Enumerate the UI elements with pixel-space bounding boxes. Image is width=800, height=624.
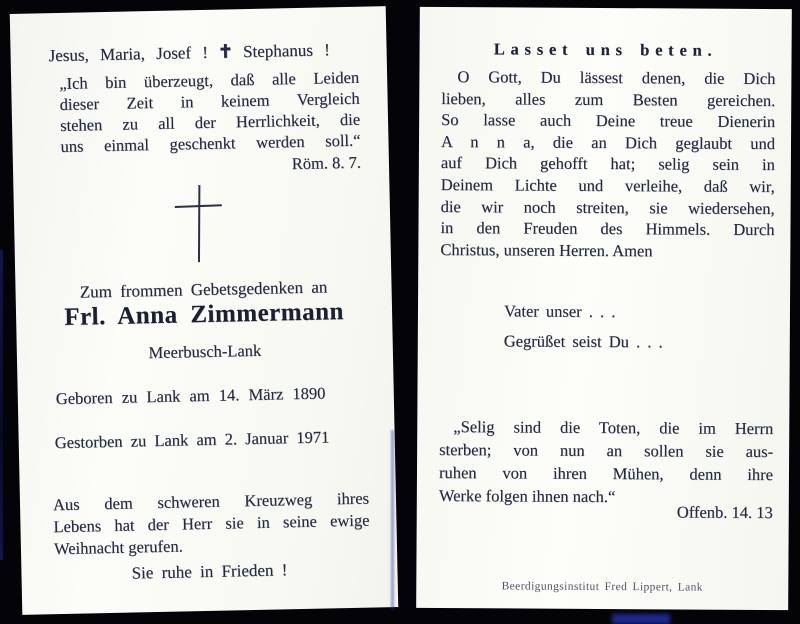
prayer-line: lieben, alles zum Besten gereichen.	[441, 88, 776, 110]
memorial-card-right-page	[416, 7, 792, 610]
scripture-line: Werke folgen ihnen nach.“	[438, 485, 616, 507]
prayer-line: auf Dich gehofft hat; selig sein in	[440, 153, 775, 175]
closing-paragraph	[53, 488, 370, 561]
closing-line: Aus dem schweren Kreuzweg ihres	[52, 488, 370, 515]
hail-mary-line: Gegrüßet seist Du . . .	[503, 331, 663, 352]
quote-line: dieser Zeit in keinem Vergleich	[59, 88, 360, 114]
prayer-line: O Gott, Du lässest denen, die Dich	[457, 67, 776, 89]
our-father-line: Vater unser . . .	[503, 301, 616, 322]
prayer-paragraph	[440, 66, 775, 262]
quote-line: stehen zu all der Herrlichkeit, die	[59, 109, 361, 135]
scripture-line: sterben; von nun an sollen sie aus-	[439, 439, 774, 462]
scripture-reference: Offenb. 14. 13	[676, 502, 773, 523]
prayer-line: Deinem Lichte und verleihe, daß wir,	[440, 174, 775, 197]
prayer-line: in den Freuden des Himmels. Durch	[440, 218, 775, 240]
death-line: Gestorben zu Lank am 2. Januar 1971	[54, 427, 330, 453]
small-cross-icon: ✝	[217, 41, 234, 62]
prayer-heading: Lasset uns beten.	[493, 39, 718, 60]
invocation-text-left: Jesus, Maria, Josef !	[48, 42, 209, 66]
scripture-line: ruhen von ihren Mühen, denn ihre	[438, 462, 774, 485]
invocation-line	[48, 39, 366, 67]
memorial-card-left-page	[10, 6, 399, 615]
birth-line: Geboren zu Lank am 14. März 1890	[55, 383, 326, 409]
invocation-text-right: Stephanus !	[242, 40, 331, 62]
scripture-quote-left	[59, 67, 361, 157]
dedication-line: Zum frommen Gebetsgedenken an	[79, 277, 328, 302]
cross-vertical-line	[198, 185, 200, 262]
prayer-line: die wir noch streiten, sie wiedersehen,	[440, 196, 775, 218]
scripture-line: „Selig sind die Toten, die im Herrn	[453, 417, 774, 439]
prayer-line: So lasse auch Deine treue Dienerin	[441, 110, 776, 132]
quote-line: „Ich bin überzeugt, daß alle Leiden	[59, 67, 360, 93]
closing-line: Weihnacht gerufen.	[53, 536, 183, 559]
scripture-quote-right	[439, 415, 774, 509]
deceased-name: Frl. Anna Zimmermann	[64, 298, 345, 331]
quote-line: uns einmal geschenkt werden soll.“	[60, 130, 361, 156]
quote-reference: Röm. 8. 7.	[291, 152, 362, 174]
scan-streak-page-gap	[391, 430, 394, 610]
prayer-line: Christus, unseren Herren. Amen	[440, 239, 653, 261]
scan-streak-left-edge	[0, 250, 3, 560]
undertaker-imprint: Beerdigungsinstitut Fred Lippert, Lank	[501, 580, 704, 594]
cutoff-stamp-mark	[612, 614, 670, 624]
closing-line: Lebens hat der Herr sie in seine ewige	[53, 510, 370, 537]
rest-in-peace-line: Sie ruhe in Frieden !	[131, 560, 288, 583]
prayer-line: A n n a, die an Dich geglaubt und	[440, 131, 776, 153]
place-line: Meerbusch-Lank	[148, 340, 262, 363]
